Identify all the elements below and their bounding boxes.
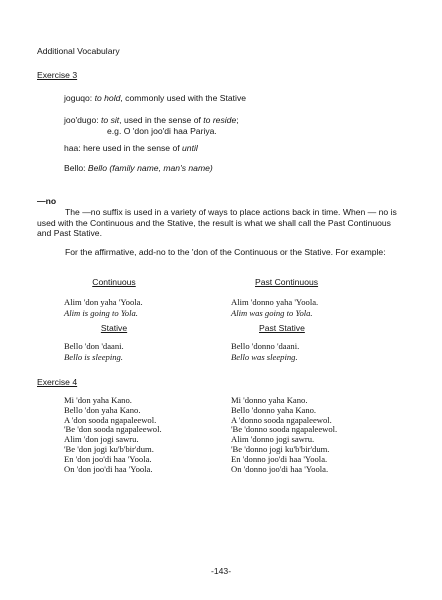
no-suffix-paragraph-1: The —no suffix is used in a variety of ways to place actions back in time. When — no is used with the Continuous and the Stative, the result is what we shall call the Past Continuous and Past Stative. [37,207,397,238]
exercise-line: 'Be 'donno sooda ngapaleewol. [231,424,338,435]
vocab-gloss-italic: until [182,143,198,153]
exercise-line: A 'don sooda ngapaleewol. [64,414,157,425]
exercise-line: Alim 'donno jogi sawru. [231,434,315,445]
vocab-entry-joodugo [64,115,239,125]
exercise-line: En 'don joo'di haa 'Yoola. [64,453,152,464]
vocab-word: joguqo: [64,93,93,103]
vocab-word: haa: [64,143,81,153]
vocab-gloss-italic: to hold [94,93,121,103]
exercise-line: Mi 'don yaha Kano. [64,395,132,405]
vocab-word: joo'dugo: [64,115,99,125]
vocab-entry-haa [64,143,198,153]
past-stative-translation: Bello was sleeping. [231,352,298,362]
past-continuous-example: Alim 'donno yaha 'Yoola. [231,297,319,307]
exercise-line: 'Be 'don jogi ku'b'bir'dum. [64,443,154,454]
no-suffix-paragraph-2: For the affirmative, add-no to the 'don of the Continuous or the Stative. For example: [65,247,386,257]
past-continuous-translation: Alim was going to Yola. [231,308,313,318]
continuous-label: Continuous [92,277,136,287]
exercise-line: Mi 'donno yaha Kano. [231,395,308,405]
section-heading: Additional Vocabulary [37,46,120,56]
vocab-word: Bello: [64,163,86,173]
exercise-line: Bello 'don yaha Kano. [64,404,141,415]
exercise-line: On 'donno joo'di haa 'Yoola. [231,463,329,474]
vocab-gloss: ; [236,115,239,125]
exercise-4-title: Exercise 4 [37,377,78,387]
vocab-gloss-italic: to reside [203,115,237,125]
no-suffix-title: —no [37,196,57,206]
exercise-4-right-column [231,396,337,474]
exercise-line: A 'donno sooda ngapaleewol. [231,414,332,425]
vocab-gloss-italic: Bello (family name, man's name) [87,163,213,173]
vocab-gloss: , used in the sense of [119,115,201,125]
exercise-line: 'Be 'don sooda ngapaleewol. [64,424,162,435]
vocab-gloss: , commonly used with the Stative [120,93,247,103]
stative-example: Bello 'don 'daani. [64,341,124,351]
exercise-line: 'Be 'donno jogi ku'b'bir'dum. [231,443,330,454]
stative-translation: Bello is sleeping. [64,352,123,362]
past-stative-label: Past Stative [259,323,305,333]
past-stative-example: Bello 'donno 'daani. [231,341,300,351]
continuous-example: Alim 'don yaha 'Yoola. [64,297,143,307]
vocab-entry-joguqo [64,93,246,103]
exercise-4-left-column [64,396,162,474]
continuous-translation: Alim is going to Yola. [64,308,138,318]
vocab-entry-bello [64,163,213,173]
page-number: -143- [211,566,232,576]
past-continuous-label: Past Continuous [255,277,319,287]
stative-label: Stative [100,323,128,333]
vocab-gloss: here used in the sense of [83,143,180,153]
vocab-example: e.g. O 'don joo'di haa Pariya. [107,126,217,136]
exercise-line: On 'don joo'di haa 'Yoola. [64,463,153,474]
exercise-3-title: Exercise 3 [37,70,78,80]
exercise-line: Bello 'donno yaha Kano. [231,404,317,415]
exercise-line: Alim 'don jogi sawru. [64,434,139,445]
vocab-gloss-italic: to sit [101,115,120,125]
exercise-line: En 'donno joo'di haa 'Yoola. [231,453,328,464]
